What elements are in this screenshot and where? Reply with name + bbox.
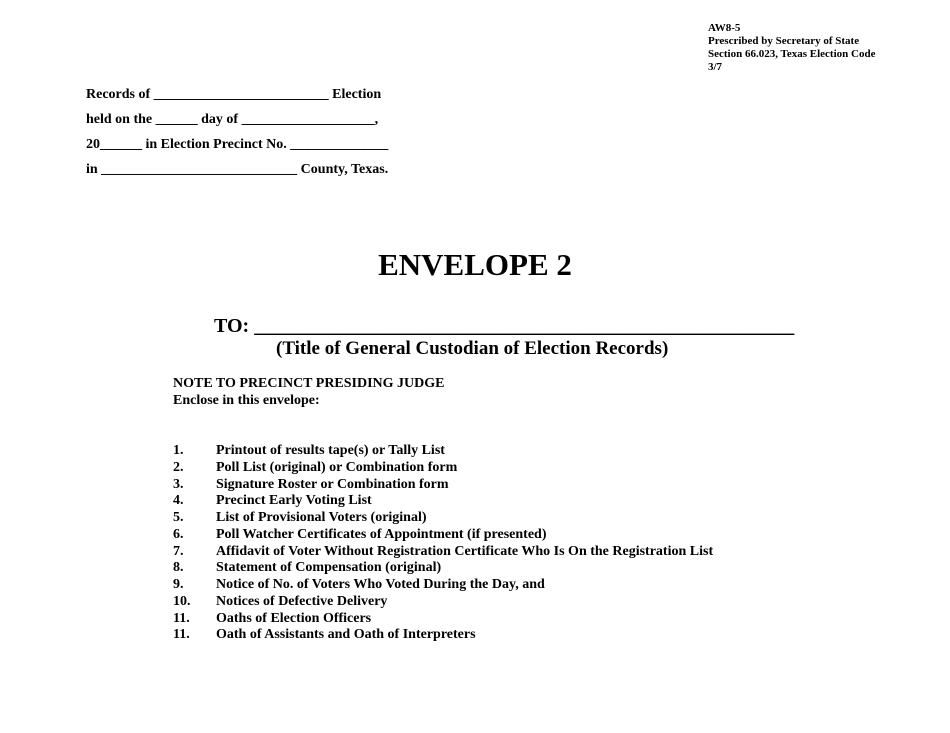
item-text: Printout of results tape(s) or Tally List	[216, 443, 445, 458]
list-item	[173, 611, 713, 628]
item-number: 6.	[173, 526, 184, 542]
item-number: 8.	[173, 560, 184, 576]
list-item	[173, 443, 713, 460]
item-number: 3.	[173, 476, 184, 492]
item-text: Affidavit of Voter Without Registration Certificate Who Is On the Registration List	[216, 543, 714, 559]
item-number: 2.	[173, 459, 184, 475]
item-number: 11.	[173, 627, 190, 643]
note-instruction: Enclose in this envelope:	[173, 393, 320, 408]
records-block	[86, 86, 388, 186]
item-number: 10.	[173, 593, 191, 609]
to-line: TO: ______________________________________________________	[214, 315, 795, 337]
item-text: List of Provisional Voters (original)	[216, 510, 427, 525]
item-text: Poll Watcher Certificates of Appointment (if presented)	[216, 526, 547, 542]
list-item	[173, 527, 713, 544]
list-item	[173, 510, 713, 527]
note-block	[173, 375, 445, 409]
item-text: Signature Roster or Combination form	[216, 476, 449, 492]
list-item	[173, 627, 713, 644]
item-text: Oath of Assistants and Oath of Interpreters	[216, 627, 476, 643]
list-item	[173, 460, 713, 477]
form-code: AW8-5	[708, 22, 741, 34]
page-title: ENVELOPE 2	[378, 247, 572, 282]
item-number: 11.	[173, 610, 190, 626]
enclosure-list	[173, 443, 713, 644]
item-number: 1.	[173, 443, 184, 458]
list-item	[173, 577, 713, 594]
item-number: 5.	[173, 510, 184, 525]
note-heading: NOTE TO PRECINCT PRESIDING JUDGE	[173, 376, 445, 391]
to-subtitle: (Title of General Custodian of Election Records)	[276, 338, 669, 359]
revision-date: 3/7	[708, 61, 723, 73]
records-line-county: in ____________________________ County, Texas.	[86, 162, 389, 177]
item-text: Notice of No. of Voters Who Voted During the Day, and	[216, 577, 545, 592]
list-item	[173, 477, 713, 494]
records-line-election: Records of _________________________ Election	[86, 87, 382, 102]
item-text: Oaths of Election Officers	[216, 610, 372, 626]
list-item	[173, 493, 713, 510]
item-number: 4.	[173, 493, 184, 509]
item-text: Notices of Defective Delivery	[216, 593, 388, 609]
records-line-precinct: 20______ in Election Precinct No. ______________	[86, 137, 389, 152]
list-item	[173, 594, 713, 611]
form-identifier	[708, 22, 875, 74]
list-item	[173, 544, 713, 561]
item-text: Precinct Early Voting List	[216, 493, 372, 509]
code-section: Section 66.023, Texas Election Code	[708, 48, 876, 60]
item-text: Poll List (original) or Combination form	[216, 459, 458, 475]
item-number: 7.	[173, 543, 184, 559]
list-item	[173, 560, 713, 577]
prescribed-by: Prescribed by Secretary of State	[708, 35, 860, 47]
item-text: Statement of Compensation (original)	[216, 560, 442, 576]
records-line-date: held on the ______ day of ___________________,	[86, 112, 379, 127]
item-number: 9.	[173, 577, 184, 592]
